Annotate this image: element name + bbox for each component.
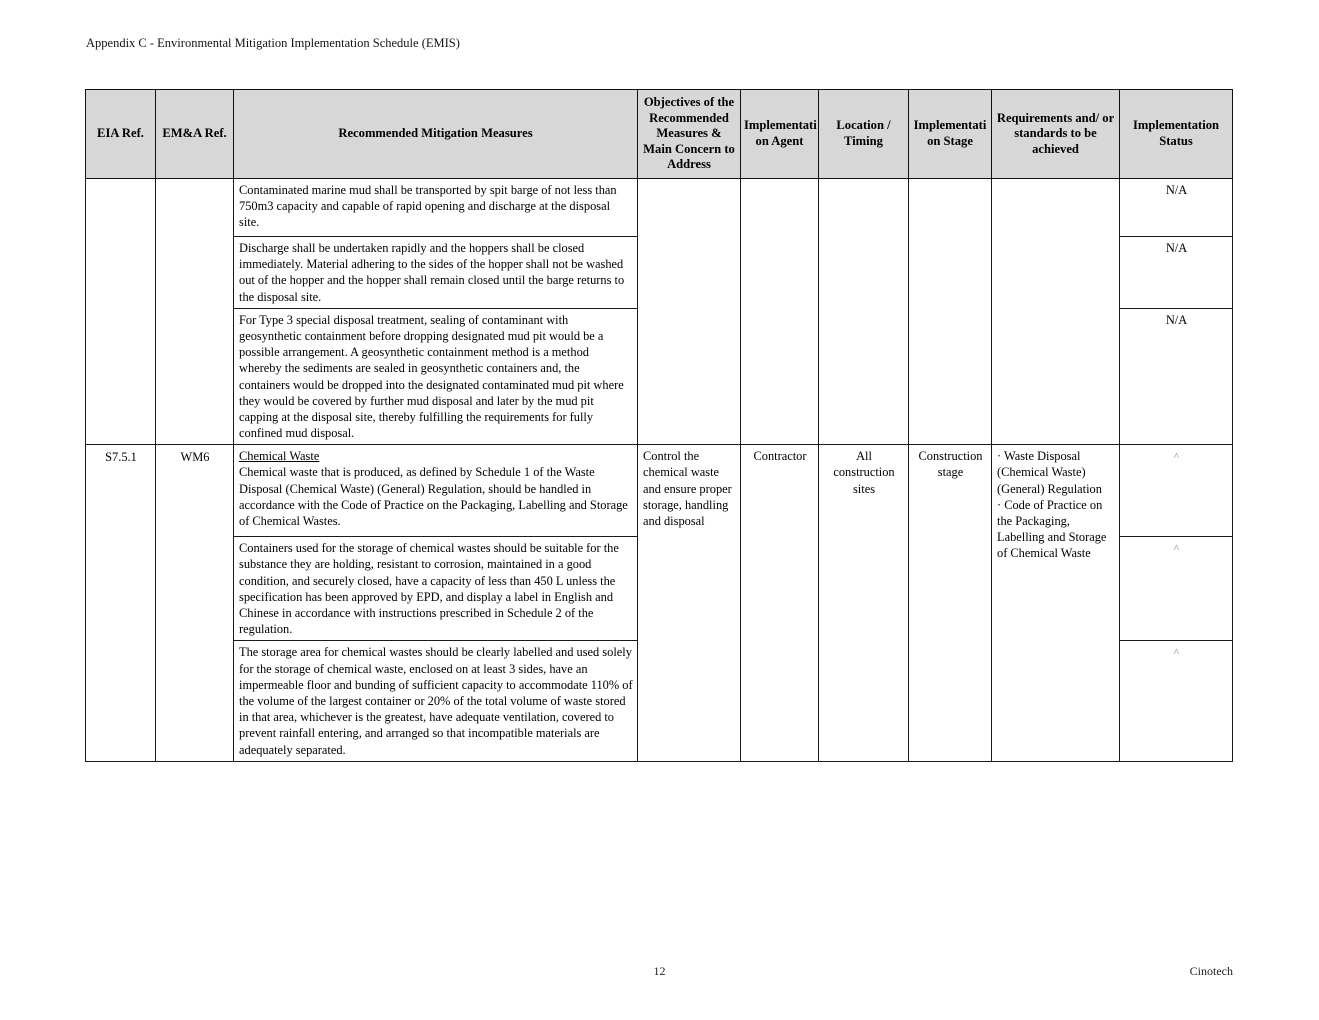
cell-status (1120, 537, 1233, 641)
column-header-location: Location / Timing (819, 90, 909, 179)
cell-measures (234, 445, 638, 537)
status-marker: ^ (1173, 451, 1180, 464)
cell-status: N/A (1120, 179, 1233, 237)
cell-location: All construction sites (819, 445, 909, 761)
cell-emea-ref: WM6 (156, 445, 234, 761)
column-header-eia-ref: EIA Ref. (86, 90, 156, 179)
column-header-emea-ref: EM&A Ref. (156, 90, 234, 179)
cell-requirements (992, 445, 1120, 761)
cell-measures: Containers used for the storage of chemical wastes should be suitable for the substance they are holding, resistant to corrosion, maintained in a good condition, and securely closed, have a capacity of less than 450 L unless the specification has been approved by EPD, and display a label in English and Chinese in accordance with instructions prescribed in Schedule 2 of the regulation. (234, 537, 638, 641)
column-header-objectives: Objectives of the Recommended Measures & Main Concern to Address (638, 90, 741, 179)
cell-status: N/A (1120, 308, 1233, 445)
cell-status: N/A (1120, 237, 1233, 309)
cell-status (1120, 445, 1233, 537)
emis-table (85, 89, 1233, 762)
cell-measures: Discharge shall be undertaken rapidly and the hoppers shall be closed immediately. Material adhering to the sides of the hopper shall not be washed out of the hopper and the hopper shall remain closed until the barge returns to the disposal site. (234, 237, 638, 309)
status-marker: ^ (1173, 647, 1180, 660)
cell-requirements (992, 179, 1120, 445)
cell-measures: For Type 3 special disposal treatment, sealing of contaminant with geosynthetic containment before dropping designated mud pit would be a possible arrangement. A geosynthetic containment method is a method whereby the sediments are sealed in geosynthetic containers and, the containers would be dropped into the designated contaminated mud pit where they would be covered by further mud disposal and later by the mud pit capping at the disposal site, thereby fulfilling the requirements for fully confined mud disposal. (234, 308, 638, 445)
table-row (86, 179, 1233, 237)
footer-page-number: 12 (653, 964, 666, 978)
measures-subheading: Chemical Waste (239, 449, 320, 464)
cell-measures: The storage area for chemical wastes should be clearly labelled and used solely for the storage of chemical waste, enclosed on at least 3 sides, have an impermeable floor and bunding of sufficient capacity to accommodate 110% of the volume of the largest container or 20% of the total volume of waste stored in that area, whichever is the greatest, have adequate ventilation, covered to prevent rainfall entering, and arranged so that incompatible materials are adequately separated. (234, 641, 638, 761)
cell-location (819, 179, 909, 445)
cell-agent (741, 179, 819, 445)
requirement-item: · Waste Disposal (Chemical Waste) (General) Regulation (997, 449, 1102, 496)
cell-objectives (638, 179, 741, 445)
status-marker: ^ (1173, 543, 1180, 556)
table-row (86, 445, 1233, 537)
cell-measures: Contaminated marine mud shall be transported by spit barge of not less than 750m3 capacity and capable of rapid opening and discharge at the disposal site. (234, 179, 638, 237)
column-header-measures: Recommended Mitigation Measures (234, 90, 638, 179)
column-header-agent: Implementati on Agent (741, 90, 819, 179)
cell-eia-ref: S7.5.1 (86, 445, 156, 761)
cell-agent: Contractor (741, 445, 819, 761)
cell-emea-ref (156, 179, 234, 445)
cell-objectives: Control the chemical waste and ensure proper storage, handling and disposal (638, 445, 741, 761)
table-header-row (86, 90, 1233, 179)
cell-stage: Construction stage (909, 445, 992, 761)
footer-company-name: Cinotech (1189, 964, 1233, 978)
document-header-title: Appendix C - Environmental Mitigation Implementation Schedule (EMIS) (86, 36, 460, 50)
requirement-item: · Code of Practice on the Packaging, Labelling and Storage of Chemical Waste (997, 497, 1107, 561)
cell-status (1120, 641, 1233, 761)
cell-eia-ref (86, 179, 156, 445)
column-header-stage: Implementati on Stage (909, 90, 992, 179)
column-header-status: Implementation Status (1120, 90, 1233, 179)
measures-body: Chemical waste that is produced, as defined by Schedule 1 of the Waste Disposal (Chemical Waste) (General) Regulation, should be handled in accordance with the Code of Practice on the Packaging, Labelling and Storage of Chemical Wastes. (239, 465, 628, 529)
cell-stage (909, 179, 992, 445)
column-header-requirements: Requirements and/ or standards to be achieved (992, 90, 1120, 179)
